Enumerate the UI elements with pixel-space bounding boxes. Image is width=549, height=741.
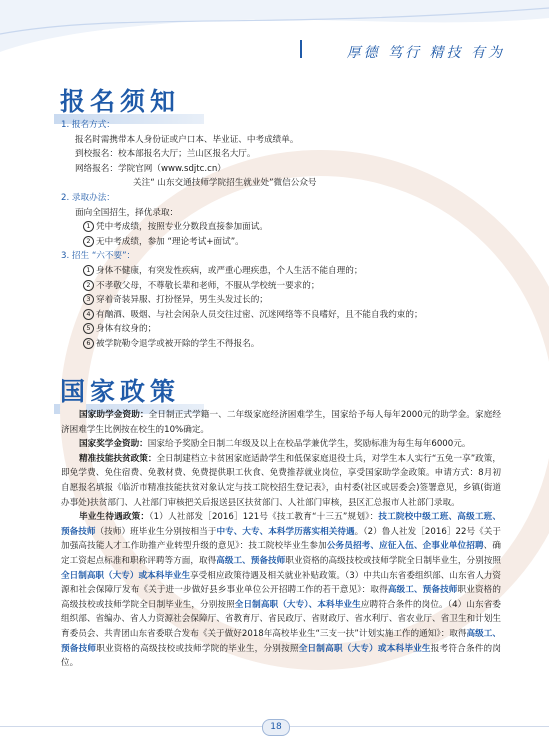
admission-line: 面向全国招生，择优录取： [75,207,179,218]
method-heading: 1. 报名方式： [61,120,115,130]
admission-heading: 2. 录取办法： [61,192,115,203]
policy-body [61,408,501,671]
method-line: 关注“ 山东交通技师学院招生就业处”微信公众号 [133,178,317,189]
list-item: 6 被学院勒令退学或被开除的学生不得报名。 [61,337,501,352]
section-title-registration: 报名须知 [60,82,180,118]
admission-option: 2 无中考成绩，参加 “理论考试+面试”。 [61,235,501,250]
list-item: 4 有酗酒、吸烟、与社会闲杂人员交往过密、沉迷网络等不良嗜好，且不能自我约束的； [61,308,501,323]
list-item: 1 身体不健康，有突发性疾病，或严重心理疾患，个人生活不能自理的； [61,264,501,279]
section-title-policy: 国家政策 [60,372,180,408]
page-number: 18 [262,719,290,736]
list-item: 3 穿着奇装异服、打扮怪异，男生头发过长的； [61,293,501,308]
method-line: 网络报名：学院官网（www.sdjtc.cn） [75,163,226,174]
method-line: 报名时需携带本人身份证或户口本、毕业证、中考成绩单。 [75,134,299,145]
policy-paragraph: 国家助学金资助：全日制正式学籍一、二年级家庭经济困难学生，国家给予每人每年2000元的助学金。家庭经济困难学生比例按在校生的10%确定。 [61,410,501,435]
motto-divider [300,40,302,58]
list-item: 5 身体有纹身的； [61,322,501,337]
policy-paragraph: 毕业生待遇政策：（1）人社部发［2016］121号《技工教育“十三五”规划》：技工院校中级工班、高级工班、预备技师（技师）班毕业生分别按相当于中专、大专、本科学历落实相关待遇。（2）鲁人社发［2016］22号《关于加强高技能人才工作助推产业转型升级的意见》：技工院校毕业生参加公务员招考、应征入伍、企事业单位招聘、确定工资起点标准和职称评聘等方面，取得高级工、预备技师职业资格的高级技校或技师学院全日制毕业生，分别按照全日制高职（大专）或本科毕业生享受相应政策待遇及相关就业补贴政策。（3）中共山东省委组织部、山东省人力资源和社会保障厅发布《关于进一步做好县乡事业单位公开招聘工作的若干意见》：取得高级工、预备技师职业资格的高级技校或技师学院全日制毕业生，分别按照全日制高职（大专）、本科毕业生应聘符合条件的岗位。（4）山东省委组织部、省编办、省人力资源社会保障厅、省教育厅、省民政厅、省财政厅、省水利厅、省农业厅、省卫生和计划生育委员会、共青团山东省委联合发布《关于做好2018年高校毕业生“三支一扶”计划实施工作的通知》：取得高级工、预备技师职业资格的高级技校或技师学院的毕业生，分别按照全日制高职（大专）或本科毕业生报考符合条件的岗位。 [61,512,501,669]
method-line: 到校报名：校本部报名大厅；兰山区报名大厅。 [75,149,256,160]
list-item: 2 不孝敬父母，不尊敬长辈和老师，不服从学校统一要求的； [61,279,501,294]
registration-notes [61,118,501,352]
six-donts-heading: 3. 招生 “六不要”： [61,251,136,262]
admission-option: 1 凭中考成绩，按照专业分数段直接参加面试。 [61,220,501,235]
policy-paragraph: 国家奖学金资助：国家给予奖励全日制二年级及以上在校品学兼优学生，奖励标准为每生每年6000元。 [79,439,471,450]
school-motto: 厚德 笃行 精技 有为 [346,45,505,61]
policy-paragraph: 精准技能扶贫政策：全日制建档立卡贫困家庭适龄学生和低保家庭退役士兵，对学生本人实行“五免一享”政策，即免学费、免住宿费、免教材费、免费提供职工伙食、免费推荐就业岗位，享受国家助学金政策。申请方式：8月初自愿报名填报《临沂市精准技能扶贫对象认定与技工院校招生登记表》，由村委(社区或居委会)签署意见，乡镇(街道办事处)扶贫部门、人社部门审核把关后报送县区扶贫部门、人社部门审核，县区汇总报市人社部门录取。 [61,453,501,508]
header-band [0,0,549,64]
